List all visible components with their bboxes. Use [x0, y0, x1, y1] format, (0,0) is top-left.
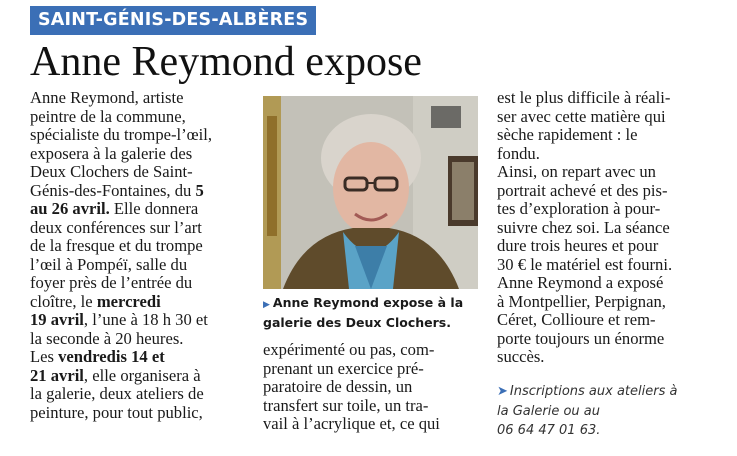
article-column-3	[497, 89, 715, 367]
caption-line: Anne Reymond expose à la	[272, 295, 464, 310]
text-line	[497, 219, 715, 238]
article-column-2	[263, 341, 478, 434]
text-run: porte toujours un énorme	[497, 328, 665, 348]
bold-text: 21 avril	[30, 365, 84, 385]
bold-text: mercredi	[96, 291, 161, 311]
text-line	[497, 293, 715, 312]
text-line	[497, 311, 715, 330]
text-line	[263, 415, 478, 434]
portrait-photo-illustration	[263, 96, 478, 289]
bold-text: au 26 avril.	[30, 199, 110, 218]
article-column-1	[30, 89, 245, 422]
text-run: Elle donnera	[109, 199, 199, 218]
text-line	[30, 108, 245, 127]
text-line	[497, 274, 715, 293]
text-run: suivre chez soi. La séance	[497, 217, 670, 237]
text-run: spécialiste du trompe-l’œil,	[30, 125, 213, 144]
text-run: , elle organisera à	[83, 365, 201, 385]
text-run: peintre de la commune,	[30, 106, 186, 126]
text-run: Anne Reymond a exposé	[497, 273, 664, 292]
text-line	[30, 219, 245, 238]
text-line	[30, 89, 245, 108]
text-run: tes d’exploration à pour-	[497, 199, 661, 218]
text-line	[30, 293, 245, 312]
text-run: est le plus difficile à réali-	[497, 88, 671, 107]
text-line	[30, 145, 245, 164]
section-kicker: SAINT-GÉNIS-DES-ALBÈRES	[30, 6, 316, 35]
text-run: la seconde à 20 heures.	[30, 328, 184, 348]
text-line	[263, 341, 478, 360]
text-line	[263, 397, 478, 416]
text-line	[497, 237, 715, 256]
text-line	[30, 330, 245, 349]
text-run: exposera à la galerie des	[30, 143, 193, 163]
photo-caption	[263, 294, 483, 332]
text-line	[30, 237, 245, 256]
bold-text: 5	[195, 180, 204, 200]
text-line	[497, 200, 715, 219]
text-line	[497, 330, 715, 349]
text-run: cloître, le	[30, 291, 97, 311]
text-run: ser avec cette matière qui	[497, 106, 666, 126]
text-line	[30, 274, 245, 293]
text-line	[497, 256, 715, 275]
text-line	[263, 360, 478, 379]
text-run: Génis-des-Fontaines, du	[30, 180, 196, 200]
text-run: la galerie, deux ateliers de	[30, 384, 204, 403]
text-run: transfert sur toile, un tra-	[263, 395, 429, 415]
text-run: Céret, Collioure et rem-	[497, 310, 656, 329]
text-line	[263, 378, 478, 397]
text-line	[497, 163, 715, 182]
info-line: Inscriptions aux ateliers à	[509, 384, 678, 399]
info-line: la Galerie ou au	[497, 403, 600, 419]
text-run: 30 € le matériel est fourni.	[497, 254, 673, 274]
text-run: , l’une à 18 h 30 et	[83, 310, 208, 329]
text-run: Deux Clochers de Saint-	[30, 162, 193, 181]
registration-info	[497, 382, 717, 441]
text-run: Les	[30, 347, 59, 366]
text-line	[30, 404, 245, 423]
text-run: expérimenté ou pas, com-	[263, 340, 435, 359]
bold-text: 19 avril	[30, 310, 84, 329]
text-line	[30, 182, 245, 201]
text-run: vail à l’acrylique et, ce qui	[263, 414, 440, 433]
text-line	[497, 126, 715, 145]
text-line	[30, 311, 245, 330]
article-headline: Anne Reymond expose	[30, 39, 422, 85]
text-line	[30, 385, 245, 404]
text-run: de la fresque et du trompe	[30, 236, 203, 255]
text-line	[30, 256, 245, 275]
text-line	[30, 126, 245, 145]
text-line	[30, 200, 245, 219]
text-line	[30, 367, 245, 386]
article-photo	[263, 96, 478, 289]
text-line	[497, 108, 715, 127]
text-run: Anne Reymond, artiste	[30, 88, 184, 107]
text-line	[30, 163, 245, 182]
text-run: peinture, pour tout public,	[30, 402, 203, 422]
text-run: paratoire de dessin, un	[263, 377, 413, 396]
phone-number: 06 64 47 01 63.	[497, 423, 601, 438]
caption-line: galerie des Deux Clochers.	[263, 315, 451, 330]
text-line	[497, 145, 715, 164]
arrow-right-icon: ➤	[497, 384, 508, 399]
text-run: succès.	[497, 347, 545, 366]
text-run: deux conférences sur l’art	[30, 217, 202, 237]
text-run: l’œil à Pompéï, salle du	[30, 254, 188, 274]
text-run: à Montpellier, Perpignan,	[497, 291, 666, 311]
text-line	[497, 348, 715, 367]
text-run: prenant un exercice pré-	[263, 358, 424, 378]
text-run: dure trois heures et pour	[497, 236, 659, 255]
bold-text: vendredis 14 et	[58, 347, 165, 366]
text-run: foyer près de l’entrée du	[30, 273, 193, 292]
text-run: fondu.	[497, 143, 540, 163]
text-line	[497, 182, 715, 201]
text-run: sèche rapidement : le	[497, 125, 638, 144]
triangle-bullet-icon: ▶	[263, 300, 270, 310]
text-line	[30, 348, 245, 367]
text-line	[497, 89, 715, 108]
text-run: Ainsi, on repart avec un	[497, 162, 656, 181]
text-run: portrait achevé et des pis-	[497, 180, 668, 200]
